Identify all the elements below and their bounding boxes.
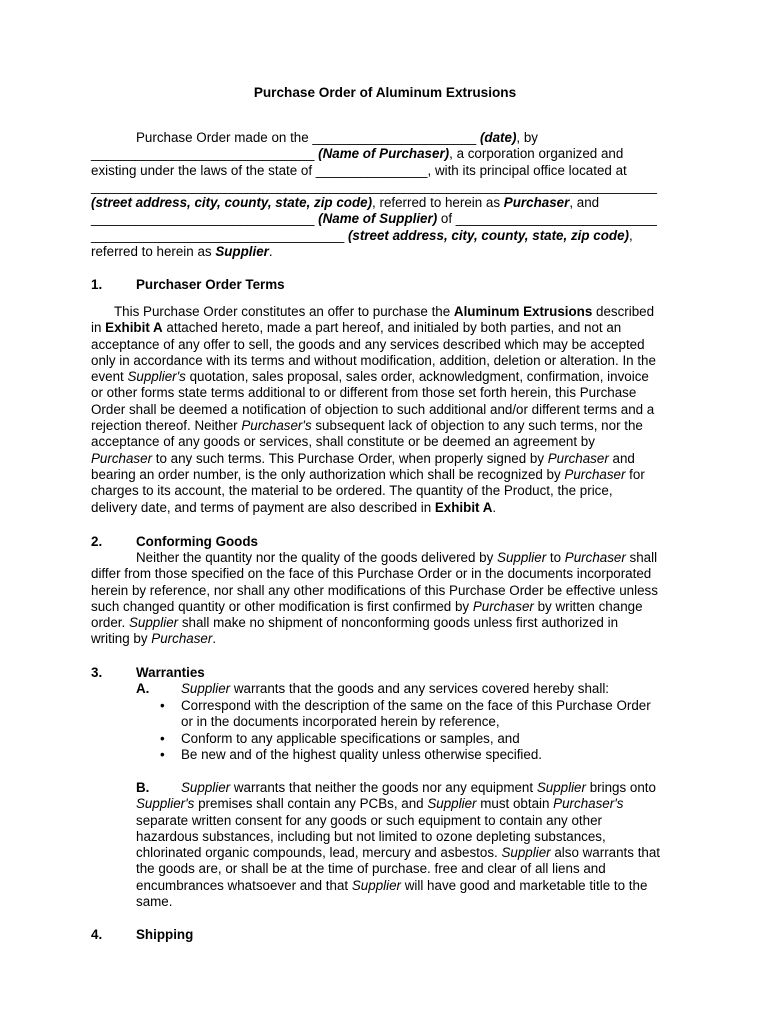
warranty-b [136,780,696,910]
body-line: acceptance of any offer to sell, the goods and any services described which may be accepted [91,336,645,352]
body-line: in Exhibit A attached hereto, made a part hereof, and initialed by both parties, and not an [91,320,622,336]
bullet-icon: • [160,698,165,713]
body-line: Purchaser to any such terms. This Purchase Order, when properly signed by Purchaser and [91,450,635,466]
intro-line: ______________________________ (Name of Supplier) of ___________________________ [91,211,657,227]
body-line: Neither the quantity nor the quality of the goods delivered by Supplier to Purchaser shall [136,550,658,565]
body-line: chlorinated organic compounds, lead, mercury and asbestos. Supplier also warrants that [136,845,661,861]
section-3-heading: 3. Warranties [91,665,205,680]
body-line: same. [136,894,173,910]
intro-line: __________________________________ (street address, city, county, state, zip code), [91,227,633,243]
body-line: encumbrances whatsoever and that Supplier will have good and marketable title to the [136,877,648,893]
intro-line: (street address, city, county, state, zip code), referred to herein as Purchaser, and [91,195,600,211]
body-line: herein by reference, nor shall any other modifications of this Purchase Order be effective unless [91,582,658,598]
bullet-icon: • [160,746,165,762]
document-title: Purchase Order of Aluminum Extrusions [253,85,517,100]
intro-paragraph [91,130,691,260]
warranty-bullet: • Correspond with the description of the same on the face of this Purchase Order or in the documents incorporated herein by reference, • Conform to any applicable specifications or samples, and • Be new and of the highest quality unless otherwise specified. [160,698,651,762]
body-line: Supplier's premises shall contain any PCBs, and Supplier must obtain Purchaser's [136,796,624,812]
body-line: differ from those specified on the face of this Purchase Order or in the documents incorporated [91,566,652,582]
intro-line: Purchase Order made on the ______________________ (date), by [136,130,539,145]
body-line: delivery date, and terms of payment are also described in Exhibit A. [91,499,497,515]
body-line: acceptance of any goods or services, shall constitute or be deemed an agreement by [91,434,595,450]
section-1-heading: 1. Purchaser Order Terms [91,277,285,292]
body-line: the goods are, or shall be at the time of purchase. free and clear of all liens and [136,861,606,877]
body-line: rejection thereof. Neither Purchaser's subsequent lack of objection to any such terms, nor the [91,418,643,434]
body-line: Order shall be deemed a notification of objection to such additional and/or different terms and a [91,401,655,417]
section-4-heading: 4. Shipping [91,927,194,942]
intro-line: referred to herein as Supplier. [91,244,273,260]
section-2-heading: 2. Conforming Goods [91,534,258,549]
body-line: hazardous substances, including but not limited to ozone depleting substances, [136,828,606,844]
body-line: B. Supplier warrants that neither the goods nor any equipment Supplier brings onto [136,780,656,795]
body-line: writing by Purchaser. [91,631,217,647]
body-line: charges to its account, the material to be ordered. The quantity of the Product, the price, [91,483,613,499]
body-line: separate written consent for any goods or such equipment to contain any other [136,812,602,828]
body-line: or other forms state terms additional to or different from those set forth herein, this Purchase [91,385,637,401]
intro-line: ______________________________ (Name of Purchaser), a corporation organized and [91,146,624,162]
body-line: bearing an order number, is the only authorization which shall be recognized by Purchaser for [91,466,645,482]
body-line: such changed quantity or other modification is first confirmed by Purchaser by written change [91,598,643,614]
body-line: event Supplier's quotation, sales proposal, sales order, acknowledgment, confirmation, invoice [91,369,649,385]
body-line: This Purchase Order constitutes an offer to purchase the Aluminum Extrusions described [114,304,655,319]
intro-line: ____________________________________________________________________________ [91,178,657,194]
intro-line: existing under the laws of the state of _______________, with its principal office located at [91,162,627,178]
body-line: only in accordance with its terms and without modification, addition, deletion or alteration. In the [91,352,656,368]
warranty-a: A. Supplier warrants that the goods and any services covered hereby shall: [136,681,610,696]
section-2-body [91,550,691,648]
section-1-body [91,304,691,516]
bullet-icon: • [160,730,165,746]
body-line: order. Supplier shall make no shipment of nonconforming goods unless first authorized in [91,615,619,631]
